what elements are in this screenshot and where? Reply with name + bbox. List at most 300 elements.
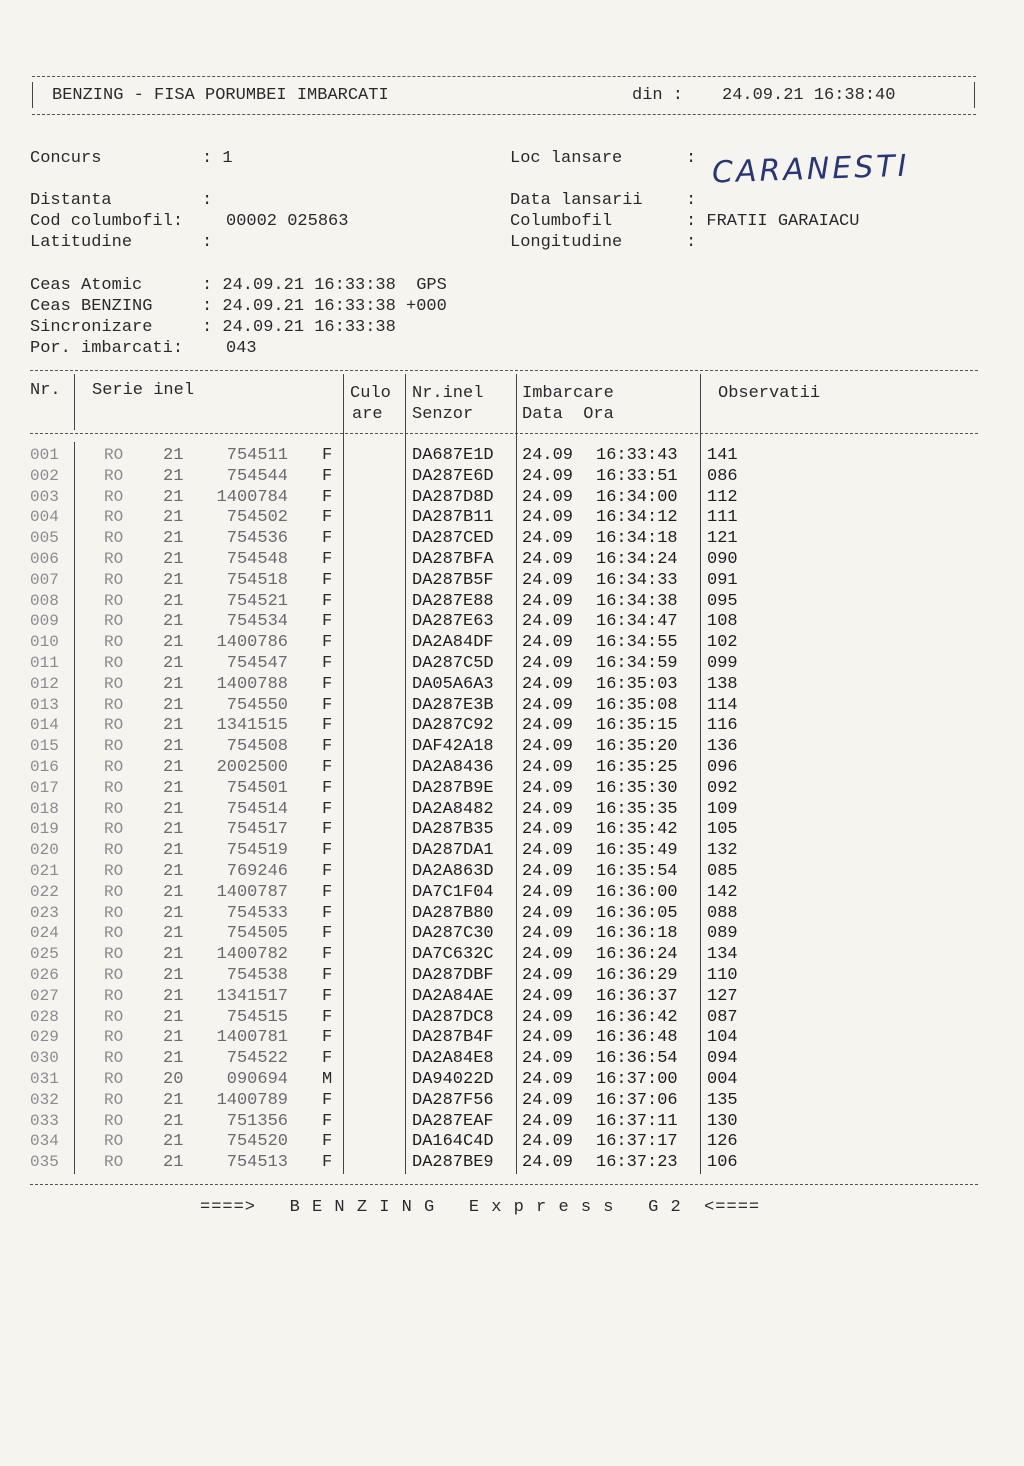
table-row (0, 674, 1024, 695)
row-nr: 002 (30, 466, 59, 485)
row-date: 24.09 (522, 1132, 574, 1152)
row-date: 24.09 (522, 1028, 574, 1048)
row-observation: 116 (707, 716, 738, 736)
col-imbarcare-header-1: Imbarcare (522, 384, 614, 403)
table-row (0, 507, 1024, 528)
columbofil-label: Columbofil (510, 212, 613, 231)
loc-lansare-sep: : (686, 149, 697, 168)
row-observation: 095 (707, 591, 738, 611)
row-year: 21 (163, 737, 184, 757)
row-time: 16:36:42 (596, 1007, 678, 1027)
row-country: RO (104, 1090, 124, 1109)
row-ring-number: 754550 (226, 695, 288, 715)
row-nr: 029 (30, 1028, 59, 1047)
row-nr: 011 (30, 654, 59, 672)
row-country: RO (104, 674, 124, 693)
row-sensor-id: DA7C1F04 (412, 882, 494, 902)
row-date: 24.09 (522, 612, 574, 632)
row-date: 24.09 (522, 654, 574, 673)
row-time: 16:36:54 (596, 1049, 678, 1069)
row-time: 16:36:18 (596, 924, 678, 944)
row-sex: F (322, 1028, 333, 1048)
sincronizare-value: : 24.09.21 16:33:38 (202, 318, 396, 337)
row-nr: 015 (30, 737, 59, 756)
table-row (0, 549, 1024, 570)
row-sensor-id: DA287BFA (412, 550, 494, 569)
row-date: 24.09 (522, 1111, 574, 1131)
row-year: 21 (163, 550, 184, 569)
row-date: 24.09 (522, 487, 574, 507)
row-date: 24.09 (522, 529, 574, 549)
row-nr: 013 (30, 695, 59, 714)
row-country: RO (104, 612, 124, 631)
row-country: RO (104, 1007, 124, 1026)
row-time: 16:36:48 (596, 1028, 678, 1048)
row-sensor-id: DA287EAF (412, 1111, 494, 1131)
ceas-benzing-value: : 24.09.21 16:33:38 +000 (202, 297, 447, 316)
row-country: RO (104, 1111, 124, 1130)
ceas-benzing-label: Ceas BENZING (30, 297, 153, 316)
row-observation: 121 (707, 529, 738, 549)
cod-columbofil-value: 00002 025863 (226, 212, 349, 231)
table-row (0, 799, 1024, 820)
header-bottom-border (32, 114, 976, 115)
row-date: 24.09 (522, 550, 574, 569)
row-sensor-id: DA287B35 (412, 820, 494, 840)
table-row (0, 591, 1024, 612)
row-sex: F (322, 1153, 333, 1173)
col-serie-header: Serie inel (92, 381, 195, 400)
row-ring-number: 754538 (226, 966, 288, 985)
row-time: 16:34:12 (596, 508, 678, 528)
row-sex: F (322, 758, 333, 777)
row-sex: F (322, 674, 333, 694)
row-sensor-id: DA2A84AE (412, 986, 494, 1006)
row-nr: 012 (30, 674, 59, 693)
row-country: RO (104, 799, 124, 818)
row-sensor-id: DA287B80 (412, 903, 494, 923)
row-country: RO (104, 487, 124, 506)
row-observation: 136 (707, 737, 738, 757)
row-date: 24.09 (522, 862, 574, 881)
row-nr: 025 (30, 945, 59, 964)
row-nr: 024 (30, 924, 59, 943)
document-title: BENZING - FISA PORUMBEI IMBARCATI (52, 86, 389, 105)
row-ring-number: 754522 (226, 1049, 288, 1069)
row-country: RO (104, 841, 124, 860)
row-sex: F (322, 487, 333, 507)
row-sex: F (322, 466, 333, 486)
row-ring-number: 754547 (226, 654, 288, 673)
row-observation: 105 (707, 820, 738, 840)
table-row (0, 611, 1024, 632)
row-nr: 004 (30, 508, 59, 527)
row-nr: 031 (30, 1070, 59, 1088)
row-country: RO (104, 882, 124, 901)
row-country: RO (104, 633, 124, 652)
row-time: 16:37:06 (596, 1090, 678, 1110)
row-sensor-id: DA164C4D (412, 1132, 494, 1152)
row-date: 24.09 (522, 446, 574, 465)
row-time: 16:37:11 (596, 1111, 678, 1131)
row-observation: 092 (707, 778, 738, 798)
row-ring-number: 1400789 (216, 1090, 288, 1110)
table-row (0, 757, 1024, 778)
row-sensor-id: DA287E3B (412, 695, 494, 715)
header-left-border (32, 82, 33, 108)
row-nr: 023 (30, 903, 59, 922)
row-nr: 001 (30, 446, 59, 464)
longitudine-value: : (686, 233, 697, 252)
table-row (0, 986, 1024, 1007)
row-year: 21 (163, 529, 184, 549)
row-ring-number: 754548 (226, 550, 288, 569)
row-country: RO (104, 446, 124, 464)
row-sensor-id: DA287C5D (412, 654, 494, 673)
row-sex: F (322, 778, 333, 798)
loc-lansare-handwritten: CARANESTI (711, 148, 911, 191)
row-country: RO (104, 570, 124, 589)
row-year: 21 (163, 945, 184, 965)
row-country: RO (104, 1070, 124, 1088)
row-country: RO (104, 986, 124, 1005)
row-country: RO (104, 716, 124, 735)
row-nr: 035 (30, 1153, 59, 1172)
row-time: 16:33:51 (596, 466, 678, 486)
row-ring-number: 1400788 (216, 674, 288, 694)
table-row (0, 1111, 1024, 1132)
row-ring-number: 1400784 (216, 487, 288, 507)
row-nr: 006 (30, 550, 59, 568)
concurs-label: Concurs (30, 149, 102, 168)
longitudine-label: Longitudine (510, 233, 623, 252)
row-sensor-id: DA287B9E (412, 778, 494, 798)
row-year: 21 (163, 1028, 184, 1048)
row-observation: 089 (707, 924, 738, 944)
cod-columbofil-label: Cod columbofil: (30, 212, 184, 231)
col-observatii-header: Observatii (718, 384, 821, 403)
row-ring-number: 754544 (226, 466, 288, 486)
table-row (0, 528, 1024, 549)
row-sensor-id: DA287C92 (412, 716, 494, 736)
row-date: 24.09 (522, 1007, 574, 1027)
row-ring-number: 754534 (226, 612, 288, 632)
row-year: 21 (163, 1153, 184, 1173)
row-country: RO (104, 1153, 124, 1172)
row-date: 24.09 (522, 799, 574, 819)
row-observation: 102 (707, 633, 738, 653)
porumbei-imbarcati-value: 043 (226, 339, 257, 358)
row-sensor-id: DA287BE9 (412, 1153, 494, 1173)
row-nr: 026 (30, 966, 59, 984)
table-row (0, 778, 1024, 799)
row-observation: 126 (707, 1132, 738, 1152)
row-year: 21 (163, 841, 184, 861)
row-country: RO (104, 778, 124, 797)
table-row (0, 861, 1024, 882)
table-row (0, 944, 1024, 965)
row-year: 21 (163, 591, 184, 611)
row-year: 21 (163, 654, 184, 673)
footer-right-arrow: <==== (704, 1198, 761, 1217)
row-year: 21 (163, 612, 184, 632)
row-nr: 021 (30, 862, 59, 880)
ceas-atomic-label: Ceas Atomic (30, 276, 143, 295)
row-country: RO (104, 591, 124, 610)
row-sensor-id: DA287C30 (412, 924, 494, 944)
row-sex: F (322, 446, 333, 465)
row-ring-number: 754502 (226, 508, 288, 528)
row-sensor-id: DA2A863D (412, 862, 494, 881)
table-row (0, 1027, 1024, 1048)
table-row (0, 715, 1024, 736)
row-sensor-id: DA05A6A3 (412, 674, 494, 694)
row-time: 16:35:30 (596, 778, 678, 798)
row-sensor-id: DA287DC8 (412, 1007, 494, 1027)
table-row (0, 632, 1024, 653)
row-time: 16:34:55 (596, 633, 678, 653)
row-time: 16:36:00 (596, 882, 678, 902)
row-sensor-id: DA2A84E8 (412, 1049, 494, 1069)
row-sex: F (322, 529, 333, 549)
row-nr: 019 (30, 820, 59, 839)
row-date: 24.09 (522, 716, 574, 736)
row-sex: F (322, 903, 333, 923)
row-observation: 132 (707, 841, 738, 861)
row-time: 16:37:17 (596, 1132, 678, 1152)
row-ring-number: 754536 (226, 529, 288, 549)
row-time: 16:35:20 (596, 737, 678, 757)
data-lansarii-value: : (686, 191, 697, 210)
col-nrinel-header-2: Senzor (412, 405, 474, 424)
row-nr: 030 (30, 1049, 59, 1068)
row-observation: 141 (707, 446, 738, 465)
row-ring-number: 754521 (226, 591, 288, 611)
row-observation: 127 (707, 986, 738, 1006)
row-observation: 111 (707, 508, 738, 528)
row-ring-number: 754505 (226, 924, 288, 944)
row-nr: 022 (30, 882, 59, 901)
row-country: RO (104, 654, 124, 672)
row-observation: 104 (707, 1028, 738, 1048)
row-nr: 028 (30, 1007, 59, 1026)
row-observation: 088 (707, 903, 738, 923)
row-sensor-id: DA287D8D (412, 487, 494, 507)
row-sex: F (322, 820, 333, 840)
row-sensor-id: DA94022D (412, 1070, 494, 1089)
row-year: 21 (163, 1090, 184, 1110)
row-sex: F (322, 633, 333, 653)
row-nr: 018 (30, 799, 59, 818)
table-row (0, 1069, 1024, 1090)
table-row (0, 445, 1024, 466)
footer-left-arrow: ====> (200, 1198, 257, 1217)
row-nr: 033 (30, 1111, 59, 1130)
row-year: 21 (163, 799, 184, 819)
row-time: 16:35:42 (596, 820, 678, 840)
row-sensor-id: DA2A8436 (412, 758, 494, 777)
row-date: 24.09 (522, 945, 574, 965)
row-sex: F (322, 508, 333, 528)
row-date: 24.09 (522, 758, 574, 777)
row-date: 24.09 (522, 924, 574, 944)
row-year: 21 (163, 508, 184, 528)
table-row (0, 903, 1024, 924)
row-sex: F (322, 986, 333, 1006)
row-ring-number: 2002500 (216, 758, 288, 777)
table-row (0, 653, 1024, 674)
latitudine-label: Latitudine (30, 233, 133, 252)
row-year: 21 (163, 778, 184, 798)
row-sex: F (322, 841, 333, 861)
row-ring-number: 090694 (226, 1070, 288, 1089)
row-time: 16:36:24 (596, 945, 678, 965)
row-time: 16:34:24 (596, 550, 678, 569)
header-top-border (32, 76, 976, 77)
row-year: 21 (163, 487, 184, 507)
row-time: 16:34:00 (596, 487, 678, 507)
print-datetime: 24.09.21 16:38:40 (722, 86, 896, 105)
row-year: 21 (163, 986, 184, 1006)
row-year: 21 (163, 1132, 184, 1152)
row-observation: 134 (707, 945, 738, 965)
row-time: 16:34:47 (596, 612, 678, 632)
row-observation: 110 (707, 966, 738, 985)
col-culoare-header-2: are (352, 405, 383, 424)
row-year: 21 (163, 446, 184, 465)
row-year: 21 (163, 674, 184, 694)
table-row (0, 695, 1024, 716)
row-sex: F (322, 945, 333, 965)
row-country: RO (104, 1028, 124, 1047)
row-date: 24.09 (522, 591, 574, 611)
row-ring-number: 769246 (226, 862, 288, 881)
row-sex: F (322, 612, 333, 632)
table-row (0, 466, 1024, 487)
row-time: 16:35:54 (596, 862, 678, 881)
row-country: RO (104, 924, 124, 943)
row-ring-number: 754518 (226, 570, 288, 590)
row-ring-number: 1341515 (216, 716, 288, 736)
row-sex: F (322, 924, 333, 944)
row-observation: 112 (707, 487, 738, 507)
sep-nr-header (74, 374, 75, 430)
row-time: 16:35:15 (596, 716, 678, 736)
row-year: 21 (163, 695, 184, 715)
row-date: 24.09 (522, 820, 574, 840)
row-time: 16:35:35 (596, 799, 678, 819)
row-sensor-id: DA287CED (412, 529, 494, 549)
row-country: RO (104, 737, 124, 756)
footer-banner (200, 1198, 760, 1217)
table-bottom-border (30, 1184, 978, 1185)
row-observation: 004 (707, 1070, 738, 1089)
row-observation: 090 (707, 550, 738, 569)
row-observation: 096 (707, 758, 738, 777)
row-time: 16:34:18 (596, 529, 678, 549)
row-nr: 034 (30, 1132, 59, 1151)
row-year: 21 (163, 924, 184, 944)
row-year: 21 (163, 862, 184, 881)
row-year: 21 (163, 758, 184, 777)
row-ring-number: 1400787 (216, 882, 288, 902)
row-sensor-id: DA287F56 (412, 1090, 494, 1110)
row-nr: 009 (30, 612, 59, 631)
row-date: 24.09 (522, 966, 574, 985)
row-nr: 032 (30, 1090, 59, 1109)
row-country: RO (104, 508, 124, 527)
latitudine-value: : (202, 233, 213, 252)
row-country: RO (104, 1132, 124, 1151)
row-sex: F (322, 862, 333, 881)
row-year: 21 (163, 1007, 184, 1027)
row-time: 16:36:37 (596, 986, 678, 1006)
col-culoare-header-1: Culo (350, 384, 391, 403)
row-observation: 135 (707, 1090, 738, 1110)
row-sensor-id: DA287B4F (412, 1028, 494, 1048)
row-sensor-id: DA287E63 (412, 612, 494, 632)
porumbei-imbarcati-label: Por. imbarcati: (30, 339, 184, 358)
row-sex: F (322, 591, 333, 611)
row-date: 24.09 (522, 695, 574, 715)
row-ring-number: 1341517 (216, 986, 288, 1006)
row-time: 16:34:59 (596, 654, 678, 673)
row-time: 16:34:33 (596, 570, 678, 590)
row-year: 21 (163, 903, 184, 923)
row-time: 16:33:43 (596, 446, 678, 465)
row-sex: F (322, 882, 333, 902)
row-country: RO (104, 529, 124, 548)
row-nr: 003 (30, 487, 59, 506)
row-nr: 017 (30, 778, 59, 797)
row-date: 24.09 (522, 633, 574, 653)
row-country: RO (104, 862, 124, 880)
row-year: 20 (163, 1070, 184, 1089)
table-row (0, 487, 1024, 508)
row-sex: F (322, 654, 333, 673)
row-sensor-id: DA287DBF (412, 966, 494, 985)
row-country: RO (104, 466, 124, 485)
table-row (0, 1048, 1024, 1069)
row-ring-number: 754513 (226, 1153, 288, 1173)
row-date: 24.09 (522, 882, 574, 902)
row-date: 24.09 (522, 737, 574, 757)
sincronizare-label: Sincronizare (30, 318, 153, 337)
row-year: 21 (163, 820, 184, 840)
row-observation: 094 (707, 1049, 738, 1069)
row-sensor-id: DA2A8482 (412, 799, 494, 819)
row-country: RO (104, 945, 124, 964)
distanta-label: Distanta (30, 191, 112, 210)
row-nr: 016 (30, 758, 59, 776)
row-year: 21 (163, 466, 184, 486)
row-time: 16:35:08 (596, 695, 678, 715)
row-observation: 087 (707, 1007, 738, 1027)
row-nr: 008 (30, 591, 59, 610)
row-date: 24.09 (522, 903, 574, 923)
row-year: 21 (163, 966, 184, 985)
row-nr: 010 (30, 633, 59, 652)
row-sex: F (322, 1111, 333, 1131)
row-country: RO (104, 550, 124, 568)
footer-text: B E N Z I N G E x p r e s s G 2 (289, 1198, 682, 1217)
row-date: 24.09 (522, 674, 574, 694)
row-country: RO (104, 903, 124, 922)
row-ring-number: 754508 (226, 737, 288, 757)
row-sensor-id: DA287DA1 (412, 841, 494, 861)
table-row (0, 882, 1024, 903)
row-country: RO (104, 758, 124, 776)
